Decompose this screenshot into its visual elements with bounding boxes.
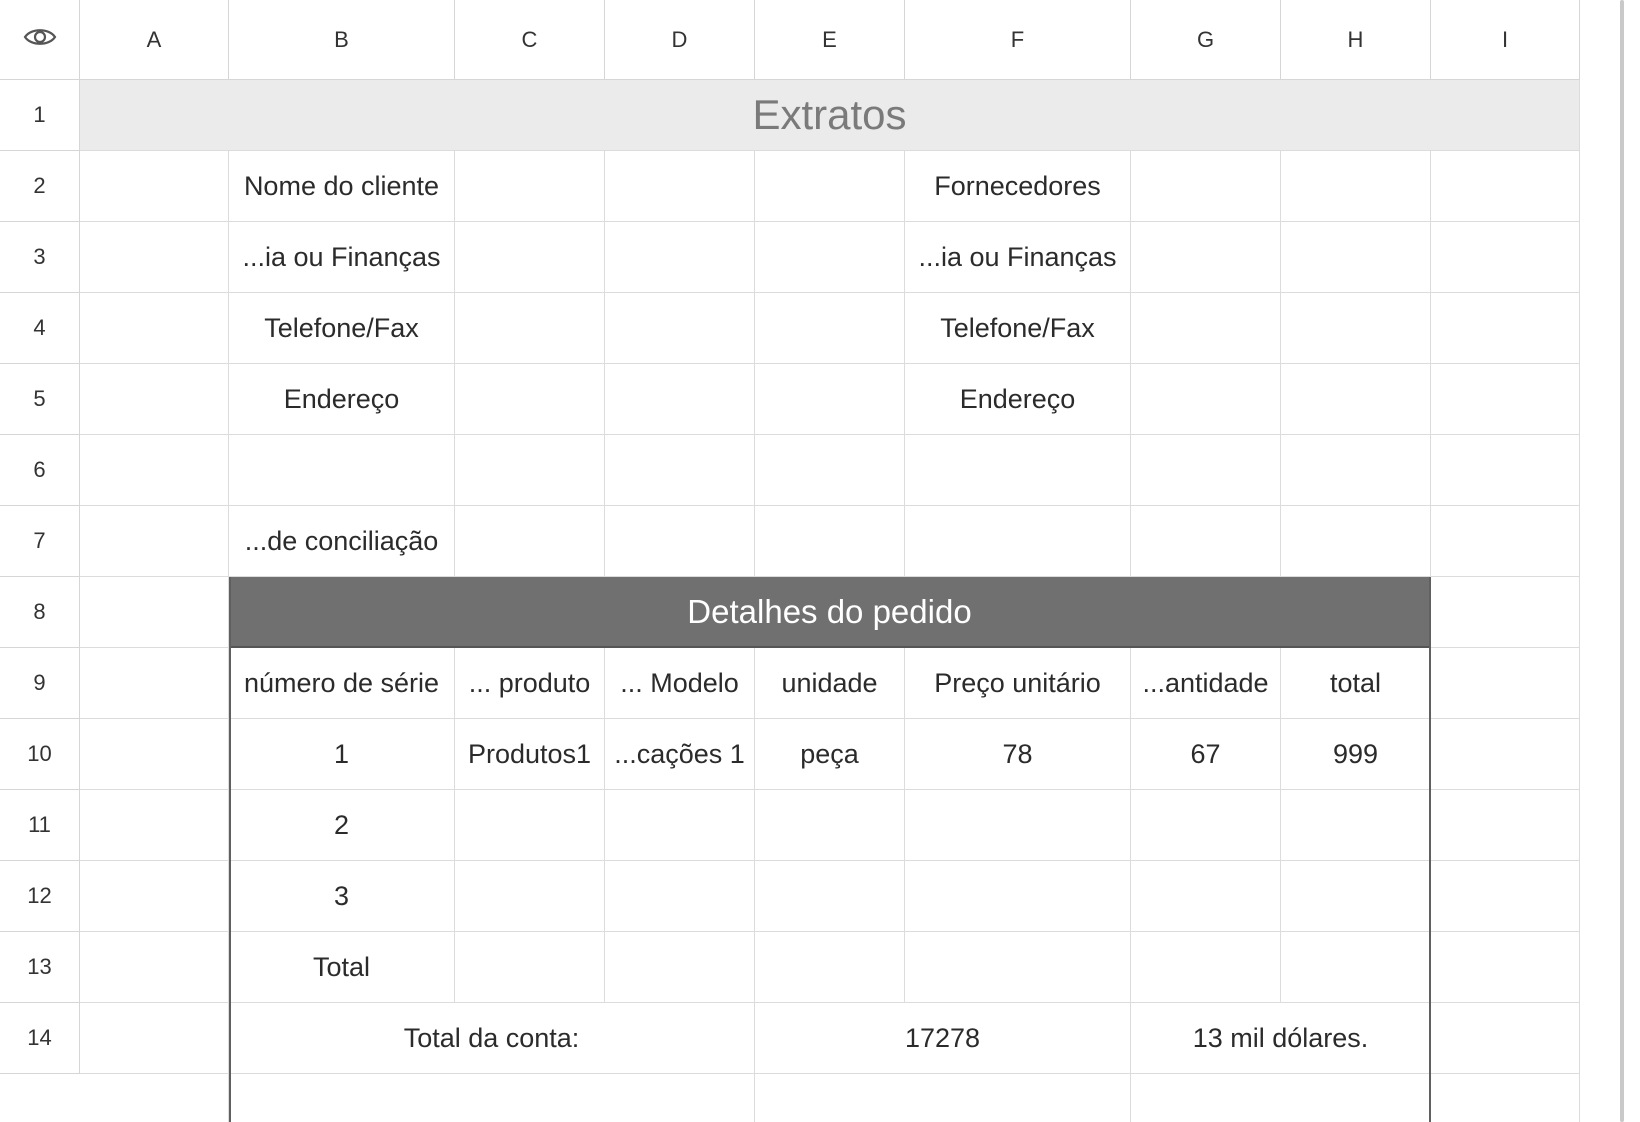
cell-c7[interactable] (455, 506, 605, 577)
order-cell-r2-c3[interactable] (605, 790, 755, 861)
cell-i2[interactable] (1431, 151, 1580, 222)
cell-h5[interactable] (1281, 364, 1431, 435)
column-header-g[interactable]: G (1131, 0, 1281, 80)
cell-f4[interactable]: Telefone/Fax (905, 293, 1131, 364)
cell-i3[interactable] (1431, 222, 1580, 293)
order-cell-r4-c5[interactable] (905, 932, 1131, 1003)
order-cell-r1-c5[interactable]: 78 (905, 719, 1131, 790)
order-header-6[interactable]: ...antidade (1131, 648, 1281, 719)
order-cell-r2-c7[interactable] (1281, 790, 1431, 861)
cell-e7[interactable] (755, 506, 905, 577)
cell-e2[interactable] (755, 151, 905, 222)
cell-g5[interactable] (1131, 364, 1281, 435)
cell-d6[interactable] (605, 435, 755, 506)
cell-a14[interactable] (80, 1003, 229, 1074)
column-header-d[interactable]: D (605, 0, 755, 80)
order-cell-r3-c1[interactable]: 3 (229, 861, 455, 932)
order-header-7[interactable]: total (1281, 648, 1431, 719)
row-header-9[interactable]: 9 (0, 648, 80, 719)
order-cell-r1-c6[interactable]: 67 (1131, 719, 1281, 790)
cell-i4[interactable] (1431, 293, 1580, 364)
order-cell-r4-c6[interactable] (1131, 932, 1281, 1003)
cell-a7[interactable] (80, 506, 229, 577)
order-header-3[interactable]: ... Modelo (605, 648, 755, 719)
cell-i8[interactable] (1431, 577, 1580, 648)
visibility-toggle[interactable] (0, 0, 80, 80)
total-label-cell[interactable]: Total da conta: (229, 1003, 755, 1074)
row-header-3[interactable]: 3 (0, 222, 80, 293)
column-header-c[interactable]: C (455, 0, 605, 80)
cell-f3[interactable]: ...ia ou Finanças (905, 222, 1131, 293)
order-header-1[interactable]: número de série (229, 648, 455, 719)
cell-i9[interactable] (1431, 648, 1580, 719)
column-header-a[interactable]: A (80, 0, 229, 80)
cell-f2[interactable]: Fornecedores (905, 151, 1131, 222)
cell-i10[interactable] (1431, 719, 1580, 790)
order-cell-r3-c7[interactable] (1281, 861, 1431, 932)
cell-h4[interactable] (1281, 293, 1431, 364)
sheet-title-cell[interactable]: Extratos (80, 80, 1580, 151)
order-cell-r2-c6[interactable] (1131, 790, 1281, 861)
cell-b15[interactable] (229, 1074, 755, 1122)
cell-d3[interactable] (605, 222, 755, 293)
cell-a12[interactable] (80, 861, 229, 932)
cell-b2[interactable]: Nome do cliente (229, 151, 455, 222)
cell-g6[interactable] (1131, 435, 1281, 506)
cell-h6[interactable] (1281, 435, 1431, 506)
cell-d2[interactable] (605, 151, 755, 222)
cell-b5[interactable]: Endereço (229, 364, 455, 435)
cell-i12[interactable] (1431, 861, 1580, 932)
cell-i14[interactable] (1431, 1003, 1580, 1074)
row-header-5[interactable]: 5 (0, 364, 80, 435)
cell-c3[interactable] (455, 222, 605, 293)
column-header-h[interactable]: H (1281, 0, 1431, 80)
order-cell-r1-c4[interactable]: peça (755, 719, 905, 790)
order-cell-r3-c5[interactable] (905, 861, 1131, 932)
order-cell-r2-c5[interactable] (905, 790, 1131, 861)
order-header-5[interactable]: Preço unitário (905, 648, 1131, 719)
row-header-4[interactable]: 4 (0, 293, 80, 364)
row-header-12[interactable]: 12 (0, 861, 80, 932)
cell-d5[interactable] (605, 364, 755, 435)
cell-e15[interactable] (755, 1074, 1131, 1122)
order-cell-r2-c2[interactable] (455, 790, 605, 861)
cell-i5[interactable] (1431, 364, 1580, 435)
cell-a10[interactable] (80, 719, 229, 790)
cell-a2[interactable] (80, 151, 229, 222)
column-header-b[interactable]: B (229, 0, 455, 80)
row-header-1[interactable]: 1 (0, 80, 80, 151)
row-header-11[interactable]: 11 (0, 790, 80, 861)
cell-a15[interactable] (80, 1074, 229, 1122)
cell-c2[interactable] (455, 151, 605, 222)
order-cell-r2-c1[interactable]: 2 (229, 790, 455, 861)
cell-c6[interactable] (455, 435, 605, 506)
cell-h7[interactable] (1281, 506, 1431, 577)
cell-a4[interactable] (80, 293, 229, 364)
cell-g4[interactable] (1131, 293, 1281, 364)
cell-h2[interactable] (1281, 151, 1431, 222)
cell-i6[interactable] (1431, 435, 1580, 506)
cell-e4[interactable] (755, 293, 905, 364)
order-section-title[interactable]: Detalhes do pedido (229, 577, 1431, 648)
column-header-f[interactable]: F (905, 0, 1131, 80)
cell-a13[interactable] (80, 932, 229, 1003)
order-cell-r4-c3[interactable] (605, 932, 755, 1003)
cell-a6[interactable] (80, 435, 229, 506)
row-header-8[interactable]: 8 (0, 577, 80, 648)
order-cell-r4-c4[interactable] (755, 932, 905, 1003)
cell-a3[interactable] (80, 222, 229, 293)
row-header-14[interactable]: 14 (0, 1003, 80, 1074)
row-header-7[interactable]: 7 (0, 506, 80, 577)
cell-f5[interactable]: Endereço (905, 364, 1131, 435)
cell-g15[interactable] (1131, 1074, 1431, 1122)
cell-d4[interactable] (605, 293, 755, 364)
column-header-i[interactable]: I (1431, 0, 1580, 80)
cell-b7[interactable]: ...de conciliação (229, 506, 455, 577)
cell-i7[interactable] (1431, 506, 1580, 577)
order-header-2[interactable]: ... produto (455, 648, 605, 719)
row-header-10[interactable]: 10 (0, 719, 80, 790)
row-header-2[interactable]: 2 (0, 151, 80, 222)
cell-e6[interactable] (755, 435, 905, 506)
row-header-13[interactable]: 13 (0, 932, 80, 1003)
total-words-cell[interactable]: 13 mil dólares. (1131, 1003, 1431, 1074)
order-cell-r3-c6[interactable] (1131, 861, 1281, 932)
cell-a11[interactable] (80, 790, 229, 861)
order-cell-r4-c1[interactable]: Total (229, 932, 455, 1003)
order-cell-r1-c7[interactable]: 999 (1281, 719, 1431, 790)
cell-i13[interactable] (1431, 932, 1580, 1003)
cell-d7[interactable] (605, 506, 755, 577)
cell-i15[interactable] (1431, 1074, 1580, 1122)
cell-b4[interactable]: Telefone/Fax (229, 293, 455, 364)
cell-a5[interactable] (80, 364, 229, 435)
cell-b3[interactable]: ...ia ou Finanças (229, 222, 455, 293)
cell-g7[interactable] (1131, 506, 1281, 577)
order-cell-r1-c2[interactable]: Produtos1 (455, 719, 605, 790)
order-header-4[interactable]: unidade (755, 648, 905, 719)
row-header-6[interactable]: 6 (0, 435, 80, 506)
vertical-scrollbar[interactable] (1620, 0, 1624, 1122)
cell-h3[interactable] (1281, 222, 1431, 293)
cell-e5[interactable] (755, 364, 905, 435)
order-cell-r1-c3[interactable]: ...cações 1 (605, 719, 755, 790)
column-header-e[interactable]: E (755, 0, 905, 80)
cell-b6[interactable] (229, 435, 455, 506)
cell-g3[interactable] (1131, 222, 1281, 293)
cell-a8[interactable] (80, 577, 229, 648)
order-cell-r3-c4[interactable] (755, 861, 905, 932)
cell-e3[interactable] (755, 222, 905, 293)
order-cell-r4-c2[interactable] (455, 932, 605, 1003)
cell-c4[interactable] (455, 293, 605, 364)
cell-f7[interactable] (905, 506, 1131, 577)
order-cell-r1-c1[interactable]: 1 (229, 719, 455, 790)
total-value-cell[interactable]: 17278 (755, 1003, 1131, 1074)
order-cell-r4-c7[interactable] (1281, 932, 1431, 1003)
cell-a9[interactable] (80, 648, 229, 719)
eye-icon (23, 25, 57, 54)
cell-c5[interactable] (455, 364, 605, 435)
cell-f6[interactable] (905, 435, 1131, 506)
cell-g2[interactable] (1131, 151, 1281, 222)
order-cell-r3-c3[interactable] (605, 861, 755, 932)
order-cell-r3-c2[interactable] (455, 861, 605, 932)
order-cell-r2-c4[interactable] (755, 790, 905, 861)
cell-i11[interactable] (1431, 790, 1580, 861)
